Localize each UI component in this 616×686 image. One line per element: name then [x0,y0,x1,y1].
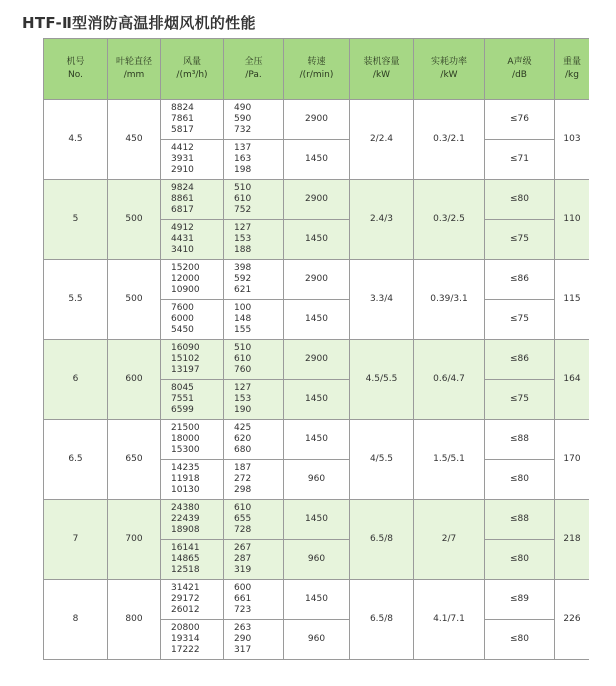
cell-value: 510 [234,343,252,353]
cell-value: 24380 [171,503,200,513]
cell-machine-no: 5 [44,180,108,260]
header-col-power [414,39,485,100]
cell-weight: 218 [555,500,590,580]
cell-value: 16141 [171,543,200,553]
cell-value: 8824 [171,103,194,113]
cell-power-consumption: 1.5/5.1 [414,420,485,500]
cell-noise-level: ≤80 [485,540,555,580]
cell-value: 148 [234,314,252,324]
cell-value: 317 [234,645,252,655]
cell-speed: 2900 [284,340,350,380]
cell-total-pressure [224,180,284,220]
cell-impeller-diameter: 500 [108,260,161,340]
cell-noise-level: ≤86 [485,340,555,380]
cell-value: 188 [234,245,252,255]
cell-noise-level: ≤71 [485,140,555,180]
cell-air-flow [161,340,224,380]
cell-air-flow [161,140,224,180]
header-col-diameter [108,39,161,100]
header-unit: /mm [123,70,145,80]
cell-value: 9824 [171,183,194,193]
cell-speed: 2900 [284,100,350,140]
table-row [44,340,590,380]
cell-impeller-diameter: 600 [108,340,161,420]
header-label: 实耗功率 [430,57,467,67]
cell-value: 732 [234,125,252,135]
cell-speed: 960 [284,620,350,660]
cell-value: 163 [234,154,252,164]
header-unit: /Pa. [245,70,262,80]
cell-value: 153 [234,394,252,404]
cell-value: 5450 [171,325,194,335]
cell-total-pressure [224,420,284,460]
header-unit: /dB [512,70,527,80]
cell-value: 29172 [171,594,200,604]
cell-value: 155 [234,325,252,335]
cell-value: 621 [234,285,252,295]
cell-air-flow [161,260,224,300]
cell-value: 680 [234,445,252,455]
cell-installed-capacity: 3.3/4 [350,260,414,340]
cell-installed-capacity: 4.5/5.5 [350,340,414,420]
cell-value: 15300 [171,445,200,455]
header-row [44,39,590,100]
cell-value: 592 [234,274,252,284]
header-label: 转速 [307,57,326,67]
cell-air-flow [161,180,224,220]
cell-value: 398 [234,263,252,273]
cell-value: 10130 [171,485,200,495]
cell-installed-capacity: 4/5.5 [350,420,414,500]
cell-speed: 1450 [284,220,350,260]
header-unit: No. [68,70,83,80]
cell-impeller-diameter: 450 [108,100,161,180]
cell-value: 3931 [171,154,194,164]
header-col-pressure [224,39,284,100]
cell-value: 20800 [171,623,200,633]
table-row [44,260,590,300]
cell-total-pressure [224,620,284,660]
header-unit: /(m³/h) [176,70,208,80]
header-label: 机号 [66,57,85,67]
cell-speed: 1450 [284,420,350,460]
table-row [44,180,590,220]
cell-value: 11918 [171,474,200,484]
cell-weight: 103 [555,100,590,180]
cell-air-flow [161,380,224,420]
cell-weight: 226 [555,580,590,660]
cell-speed: 960 [284,460,350,500]
cell-power-consumption: 0.3/2.1 [414,100,485,180]
cell-installed-capacity: 2/2.4 [350,100,414,180]
cell-value: 620 [234,434,252,444]
cell-speed: 2900 [284,260,350,300]
cell-value: 100 [234,303,252,313]
cell-value: 18908 [171,525,200,535]
cell-value: 610 [234,354,252,364]
cell-air-flow [161,100,224,140]
cell-value: 723 [234,605,252,615]
cell-value: 18000 [171,434,200,444]
cell-weight: 164 [555,340,590,420]
cell-air-flow [161,620,224,660]
cell-total-pressure [224,140,284,180]
cell-value: 7551 [171,394,194,404]
table-row [44,100,590,140]
cell-value: 298 [234,485,252,495]
cell-value: 4431 [171,234,194,244]
header-label: 叶轮直径 [115,57,152,67]
cell-speed: 2900 [284,180,350,220]
cell-power-consumption: 0.6/4.7 [414,340,485,420]
cell-noise-level: ≤75 [485,380,555,420]
header-label: 重量 [562,57,581,67]
cell-value: 187 [234,463,252,473]
cell-value: 7600 [171,303,194,313]
header-col-flow [161,39,224,100]
cell-machine-no: 6 [44,340,108,420]
cell-impeller-diameter: 650 [108,420,161,500]
cell-total-pressure [224,500,284,540]
cell-value: 287 [234,554,252,564]
cell-value: 510 [234,183,252,193]
cell-value: 6817 [171,205,194,215]
cell-value: 21500 [171,423,200,433]
cell-total-pressure [224,100,284,140]
table-row [44,500,590,540]
cell-value: 137 [234,143,252,153]
cell-value: 13197 [171,365,200,375]
cell-value: 12518 [171,565,200,575]
cell-noise-level: ≤88 [485,420,555,460]
cell-noise-level: ≤75 [485,300,555,340]
cell-air-flow [161,540,224,580]
cell-value: 26012 [171,605,200,615]
cell-total-pressure [224,580,284,620]
cell-value: 190 [234,405,252,415]
cell-value: 17222 [171,645,200,655]
header-label: 装机容量 [363,57,400,67]
cell-total-pressure [224,460,284,500]
header-label: 全压 [244,57,263,67]
cell-value: 610 [234,194,252,204]
cell-value: 153 [234,234,252,244]
cell-value: 31421 [171,583,200,593]
cell-total-pressure [224,340,284,380]
cell-value: 15102 [171,354,200,364]
cell-total-pressure [224,300,284,340]
cell-air-flow [161,220,224,260]
cell-value: 127 [234,223,252,233]
cell-value: 290 [234,634,252,644]
cell-value: 19314 [171,634,200,644]
header-unit: /kg [565,70,579,80]
cell-value: 610 [234,503,252,513]
cell-installed-capacity: 2.4/3 [350,180,414,260]
header-col-weight [555,39,590,100]
cell-value: 6000 [171,314,194,324]
cell-air-flow [161,500,224,540]
cell-value: 8045 [171,383,194,393]
cell-impeller-diameter: 700 [108,500,161,580]
cell-power-consumption: 0.39/3.1 [414,260,485,340]
cell-total-pressure [224,260,284,300]
cell-value: 6599 [171,405,194,415]
cell-value: 8861 [171,194,194,204]
cell-speed: 1450 [284,380,350,420]
cell-value: 490 [234,103,252,113]
cell-noise-level: ≤76 [485,100,555,140]
cell-impeller-diameter: 800 [108,580,161,660]
cell-value: 728 [234,525,252,535]
cell-total-pressure [224,380,284,420]
cell-value: 14865 [171,554,200,564]
cell-speed: 1450 [284,300,350,340]
cell-air-flow [161,580,224,620]
cell-weight: 170 [555,420,590,500]
header-unit: /(r/min) [299,70,334,80]
cell-value: 22439 [171,514,200,524]
cell-power-consumption: 4.1/7.1 [414,580,485,660]
cell-machine-no: 4.5 [44,100,108,180]
cell-air-flow [161,300,224,340]
cell-speed: 1450 [284,140,350,180]
cell-value: 590 [234,114,252,124]
cell-speed: 1450 [284,500,350,540]
cell-value: 760 [234,365,252,375]
cell-machine-no: 6.5 [44,420,108,500]
cell-value: 198 [234,165,252,175]
cell-value: 600 [234,583,252,593]
cell-air-flow [161,460,224,500]
header-col-noise [485,39,555,100]
cell-installed-capacity: 6.5/8 [350,500,414,580]
cell-machine-no: 5.5 [44,260,108,340]
header-col-speed [284,39,350,100]
cell-noise-level: ≤80 [485,460,555,500]
cell-noise-level: ≤86 [485,260,555,300]
cell-total-pressure [224,540,284,580]
cell-value: 16090 [171,343,200,353]
header-label: A声级 [507,57,532,67]
table-row [44,420,590,460]
cell-value: 3410 [171,245,194,255]
performance-table-container [43,38,589,686]
performance-table [43,38,589,660]
cell-value: 4412 [171,143,194,153]
cell-value: 15200 [171,263,200,273]
cell-air-flow [161,420,224,460]
cell-value: 263 [234,623,252,633]
cell-value: 752 [234,205,252,215]
table-row [44,580,590,620]
cell-value: 14235 [171,463,200,473]
header-label: 风量 [182,57,201,67]
cell-value: 2910 [171,165,194,175]
cell-power-consumption: 0.3/2.5 [414,180,485,260]
cell-value: 4912 [171,223,194,233]
cell-noise-level: ≤89 [485,580,555,620]
cell-value: 319 [234,565,252,575]
cell-noise-level: ≤80 [485,180,555,220]
cell-total-pressure [224,220,284,260]
cell-value: 272 [234,474,252,484]
cell-value: 425 [234,423,252,433]
cell-value: 655 [234,514,252,524]
cell-value: 7861 [171,114,194,124]
cell-speed: 960 [284,540,350,580]
cell-value: 12000 [171,274,200,284]
cell-speed: 1450 [284,580,350,620]
cell-machine-no: 8 [44,580,108,660]
cell-machine-no: 7 [44,500,108,580]
cell-value: 10900 [171,285,200,295]
cell-value: 127 [234,383,252,393]
cell-weight: 115 [555,260,590,340]
cell-weight: 110 [555,180,590,260]
header-col-capacity [350,39,414,100]
cell-value: 5817 [171,125,194,135]
header-col-no [44,39,108,100]
cell-power-consumption: 2/7 [414,500,485,580]
cell-noise-level: ≤80 [485,620,555,660]
cell-noise-level: ≤75 [485,220,555,260]
table-body [44,100,590,660]
cell-impeller-diameter: 500 [108,180,161,260]
cell-installed-capacity: 6.5/8 [350,580,414,660]
page-title: HTF-Ⅱ型消防高温排烟风机的性能 [22,14,256,32]
cell-value: 661 [234,594,252,604]
cell-value: 267 [234,543,252,553]
header-unit: /kW [372,70,391,80]
cell-noise-level: ≤88 [485,500,555,540]
header-unit: /kW [440,70,458,80]
